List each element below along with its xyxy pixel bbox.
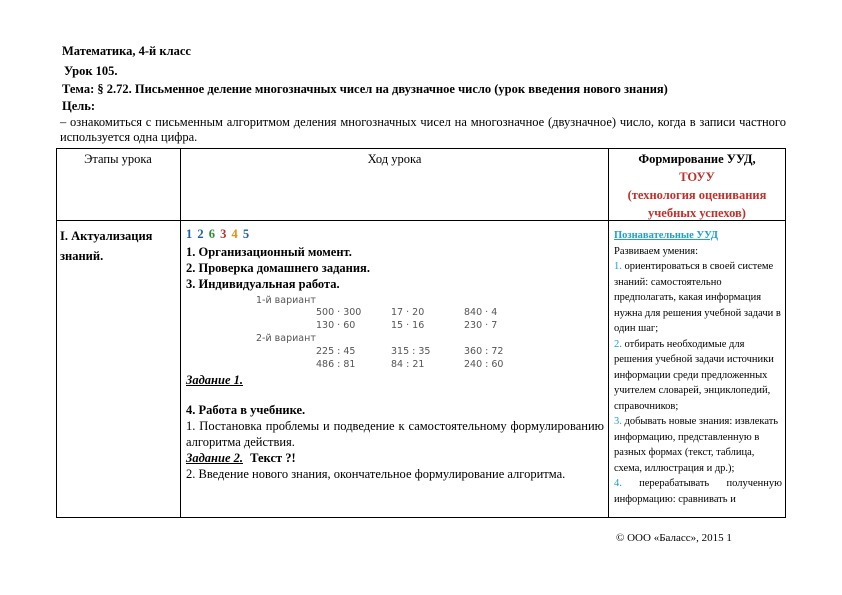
slide-number: 5 [242, 227, 250, 241]
task-2-label: Задание 2. [186, 451, 244, 465]
subject-line: Математика, 4-й класс [62, 44, 191, 58]
expression: 240 : 60 [464, 359, 504, 370]
uud-num: 4. [614, 478, 622, 489]
expression: 230 · 7 [464, 320, 498, 331]
uud-column [614, 228, 782, 507]
col-header-uud-line2: ТОУУ [679, 170, 715, 184]
item-homework-check: 2. Проверка домашнего задания. [186, 261, 370, 275]
col-header-uud-line1: Формирование УУД, [638, 152, 756, 166]
goal-text: – ознакомиться с письменным алгоритмом деления многозначных чисел на многозначное (двузначное) число, когда в записи частного используется одна цифра. [60, 115, 786, 144]
expression: 315 : 35 [391, 346, 431, 357]
lesson-number: Урок 105. [64, 64, 118, 78]
text-label: Текст ?! [250, 451, 296, 465]
step-new-knowledge: 2. Введение нового знания, окончательное формулирование алгоритма. [186, 467, 566, 481]
uud-num: 1. [614, 261, 622, 272]
expression: 840 · 4 [464, 307, 498, 318]
expression: 360 : 72 [464, 346, 504, 357]
uud-title: Познавательные УУД [614, 230, 718, 241]
expression: 84 : 21 [391, 359, 425, 370]
lesson-course [186, 226, 604, 482]
slide-number: 3 [220, 227, 227, 241]
task-1-label: Задание 1. [186, 373, 244, 387]
uud-skill-1 [614, 259, 782, 337]
col-header-course: Ход урока [367, 152, 422, 166]
uud-text: ориентироваться в своей системе знаний: самостоятельно предполагать, какая информация нужна для решения учебной задачи в один шаг; [614, 261, 781, 334]
item-textbook-work: 4. Работа в учебнике. [186, 403, 306, 417]
expression: 486 : 81 [316, 359, 356, 370]
lesson-topic: Тема: § 2.72. Письменное деление многозначных чисел на двузначное число (урок введения нового знания) [62, 82, 668, 96]
uud-text: перерабатывать полученную информацию: сравнивать и [614, 478, 782, 505]
item-org-moment: 1. Организационный момент. [186, 245, 352, 259]
uud-intro: Развиваем умения: [614, 245, 699, 257]
slide-number: 2 [197, 227, 204, 241]
task-2-line [186, 450, 604, 466]
uud-num: 2. [614, 338, 622, 350]
col-header-stages: Этапы урока [84, 152, 152, 166]
slide-number: 4 [231, 227, 238, 241]
exercise-image [186, 293, 604, 370]
expression: 130 · 60 [316, 320, 356, 331]
step-problem-statement: 1. Постановка проблемы и подведение к самостоятельному формулированию алгоритма действия. [186, 419, 604, 449]
uud-text: отбирать необходимые для решения учебной задачи источники информации среди предложенных учителем словарей, энциклопедий, справочников; [614, 338, 774, 412]
uud-num: 3. [614, 416, 622, 427]
slide-number: 6 [208, 227, 215, 241]
uud-skill-2 [614, 337, 782, 415]
expression: 17 · 20 [391, 307, 425, 318]
col-header-uud [609, 150, 785, 222]
variant1-label: 1-й вариант [256, 295, 316, 306]
copyright-footer: © ООО «Баласс», 2015 1 [616, 532, 732, 544]
uud-text: добывать новые знания: извлекать информацию, представленную в разных формах (текст, таблица, схема, иллюстрация и др.); [614, 416, 779, 474]
goal-label: Цель: [62, 99, 96, 113]
uud-skill-3 [614, 414, 782, 476]
item-individual-work: 3. Индивидуальная работа. [186, 277, 340, 291]
variant2-label: 2-й вариант [256, 333, 316, 344]
uud-skill-4 [614, 476, 782, 507]
expression: 15 · 16 [391, 320, 425, 331]
col-header-uud-line3: (технология оценивания учебных успехов) [627, 188, 767, 220]
slide-number: 1 [186, 227, 193, 241]
expression: 500 · 300 [316, 307, 362, 318]
stage-name: I. Актуализация знаний. [60, 229, 153, 263]
expression: 225 : 45 [316, 346, 356, 357]
slide-numbers [186, 226, 604, 242]
lesson-table [56, 148, 786, 518]
